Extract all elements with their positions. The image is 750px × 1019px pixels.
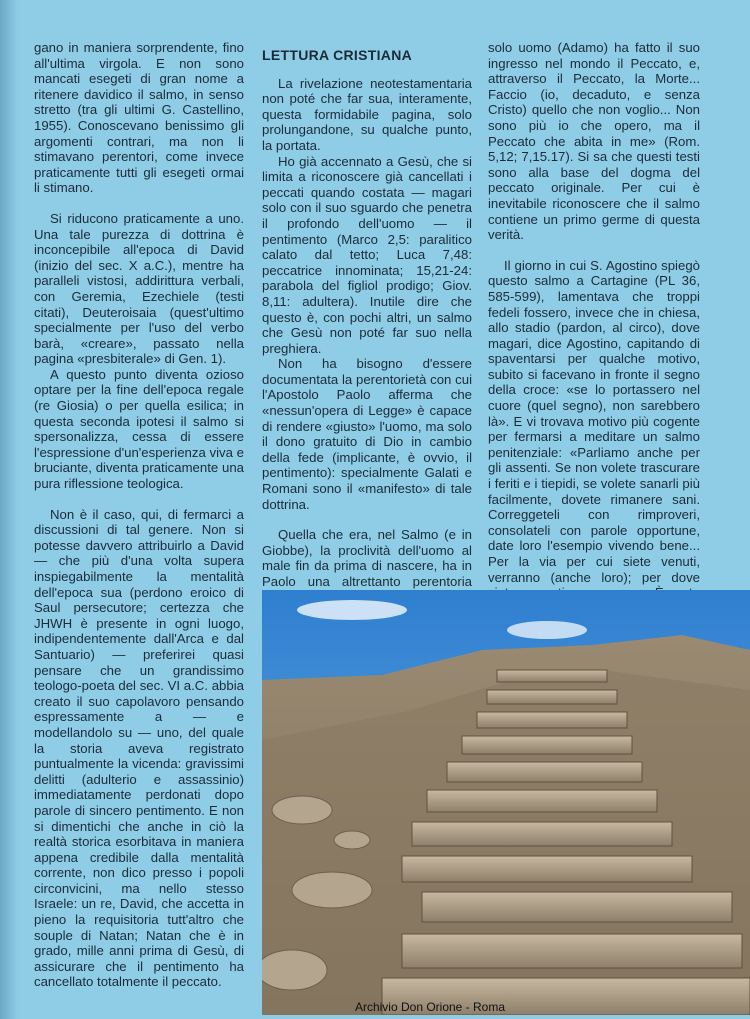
paragraph: solo uomo (Adamo) ha fatto il suo ingresso nel mondo il Peccato, e, attraverso il Peccato, la Morte... Faccio (io, decaduto, e senza Cristo) quello che non voglio... Non sono più io che opero, ma il Peccato che abita in me» (Rom. 5,12; 7,15.17). Si sa che questi testi sono alla base del dogma del peccato originale. Per cui è inevitabile riconoscere che il salmo contiene un primo germe di questa verità. [488, 40, 700, 243]
paragraph: Non ha bisogno d'essere documentata la perentorietà con cui l'Apostolo Paolo afferma che «nessun'opera di Legge» è capace di rendere «giusto» l'uomo, ma solo il dono gratuito di Dio in cambio della fede (implicante, è ovvio, il pentimento): specialmente Galati e Romani sono il «manifesto» di tale dottrina. [262, 356, 472, 512]
paragraph: Ho già accennato a Gesù, che si limita a riconoscere già cancellati i peccati quando costata — magari solo con il suo sguardo che penetra il profondo dell'uomo — il pentimento (Marco 2,5: paralitico calato dal tetto; Luca 7,48: peccatrice innominata; 15,21-24: parabola del figliol prodigo; Giov. 8,11: adultera). Inutile dire che questo è, con pochi altri, un salmo che Gesù non poté far suo nella preghiera. [262, 153, 472, 356]
paragraph: La rivelazione neotestamentaria non poté che far sua, interamente, questa formidabile pagina, solo prolungandone, su qualche punto, la portata. [262, 75, 472, 153]
text-column-left [34, 40, 244, 990]
paragraph: gano in maniera sorprendente, fino all'ultima virgola. E non sono mancati esegeti di gran nome a ritenere davidico il salmo, in senso stretto (tra gli ultimi G. Castellino, 1955). Conoscevano benissimo gli argomenti contrari, ma non li stimavano perentori, come invece praticamente tutti gli esegeti ormai li stimano. [34, 40, 244, 196]
paragraph: Quella che era, nel Salmo (e in Giobbe), la proclività dell'uomo al male fin da prima di nascere, ha in Paolo una altrettanto perentoria [262, 527, 472, 589]
section-heading: LETTURA CRISTIANA [262, 47, 413, 63]
paragraph: Si riducono praticamente a uno. Una tale purezza di dottrina è inconcepibile all'epoca di David (inizio del sec. X a.C.), mentre ha paralleli vistosi, addirittura verbali, con Geremia, Ezechiele (testi citati), Deuteroisaia (quest'ultimo specialmente per l'uso del verbo barà, «creare», passato nella pagina «presbiterale» di Gen. 1). [34, 210, 244, 367]
paragraph: A questo punto diventa ozioso optare per la fine dell'epoca regale (re Giosia) o per quella esilica; in questa seconda ipotesi il salmo si spersonalizza, cessa di essere l'espressione d'un'esperienza viva e bruciante, diventa praticamente una pura riflessione teologica. [34, 366, 244, 492]
paragraph: Non è il caso, qui, di fermarci a discussioni di tal genere. Non si potesse davvero attribuirlo a David — che più d'una volta supera inspiegabilmente la mentalità dell'epoca sua (perdono eroico di Saul persecutore; certezza che JHWH è presente in ogni luogo, indipendentemente dall'Arca e dal Santuario) — preferirei quasi pensare che un grandissimo teologo-poeta del sec. VI a.C. abbia creato il suo capolavoro pensando espressamente a — e modellandolo su — uno, del quale la storia aveva registrato puntualmente la vicenda: gravissimi delitti (adulterio e assassinio) immediatamente perdonati dopo parole di sincero pentimento. E non si dimentichi che anche in ciò la realtà storica esorbitava in maniera appena credibile dalla mentalità corrente, non dico presso i popoli circonvicini, ma nello stesso Israele: un re, David, che accetta in pieno la requisitoria tutt'altro che souple di Natan; Natan che è in grado, mille anni prima di Gesù, di assicurare che il pentimento ha cancellato totalmente il peccato. [34, 506, 244, 990]
page-binding-edge [0, 0, 18, 1019]
archive-watermark: Archivio Don Orione - Roma [354, 1000, 506, 1014]
text-column-middle [262, 48, 472, 605]
stone-steps-photo [262, 590, 750, 1015]
text-column-right [488, 40, 700, 616]
paragraph: Il giorno in cui S. Agostino spiegò questo salmo a Cartagine (PL 36, 585-599), lamentava che troppi fedeli fossero, invece che in chiesa, allo stadio (pardon, al circo), dove magari, dice Agostino, capitando di spaventarsi per qualche motivo, subito si facevano in fronte il segno della croce: «se lo portassero nel cuore (quel segno), non sarebbero là». E vi trovava motivo più cogente per fermarsi a meditare un salmo penitenziale: «Parliamo anche per gli assenti. Se non volete trascurare i feriti e i tiepidi, se volete sanarli più facilmente, dovete rimanere sani. Correggeteli con rimproveri, consolateli con parole opportune, date loro l'esempio vivendo bene... Per la via per cui siete venuti, verranno (anche loro); per dove [488, 257, 700, 585]
